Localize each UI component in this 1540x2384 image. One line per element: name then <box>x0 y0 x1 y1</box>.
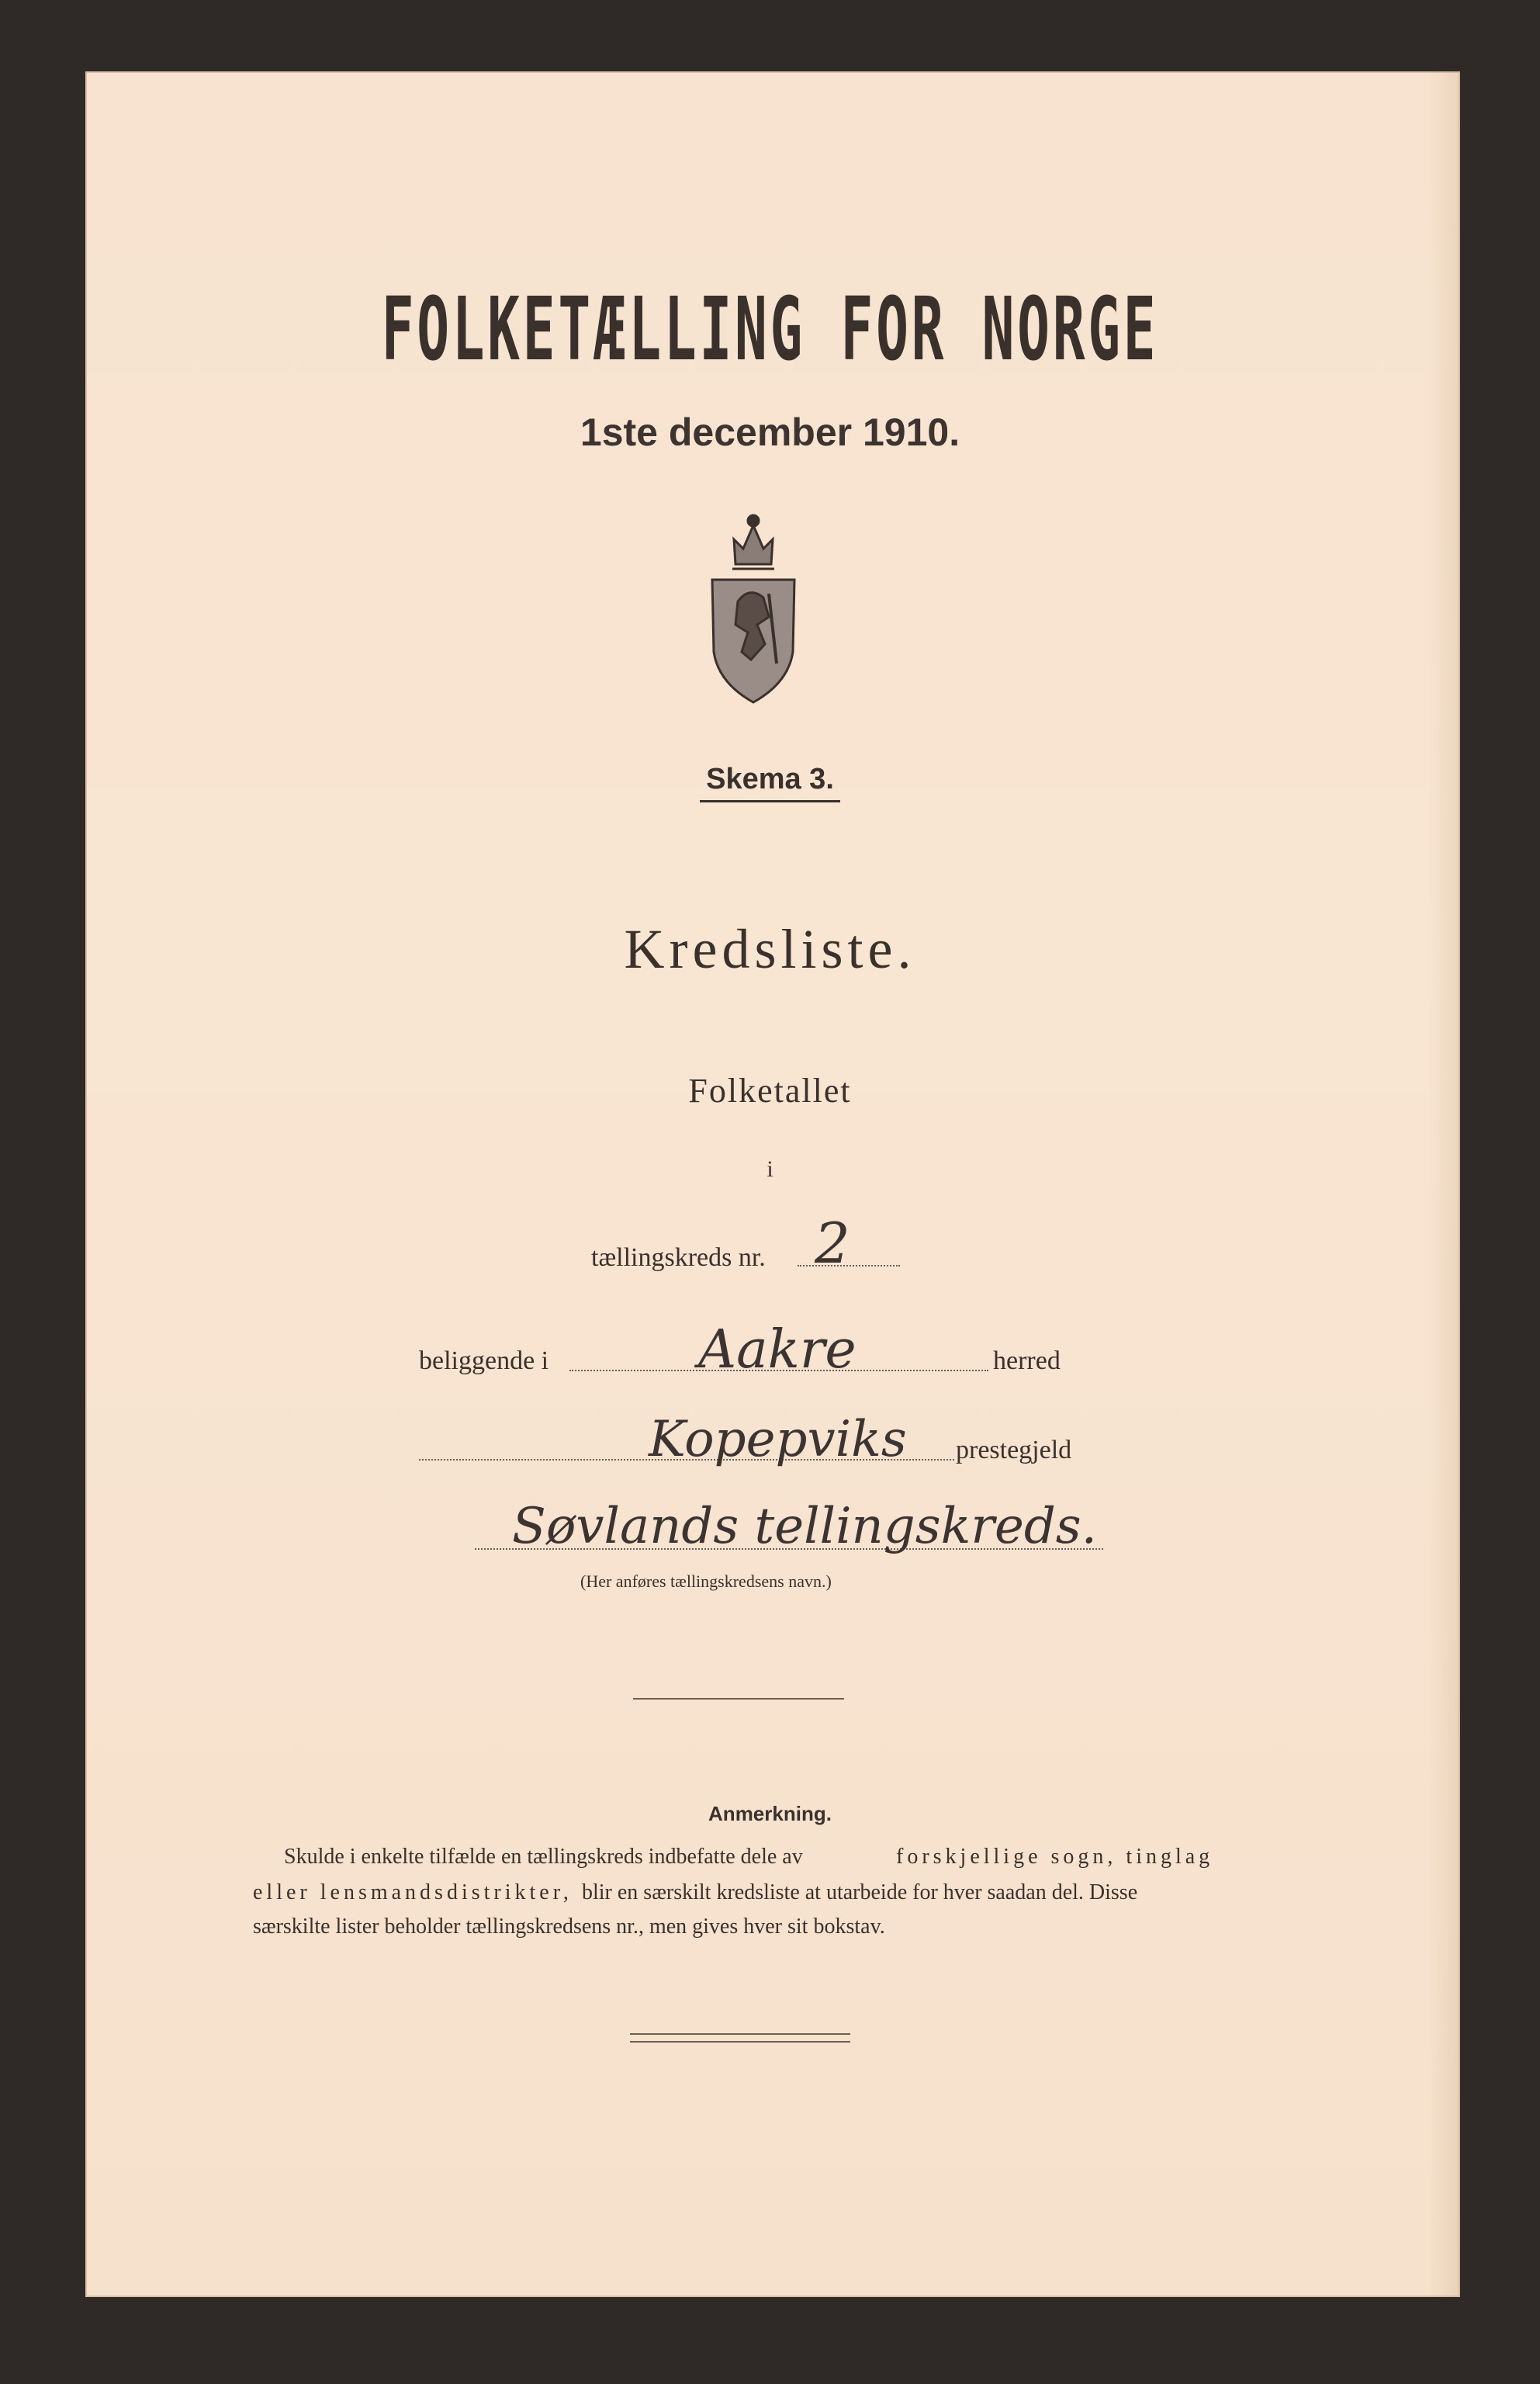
coat-of-arms-icon <box>695 508 812 706</box>
remark-title: Anmerkning. <box>708 1802 832 1825</box>
document-date: 1ste december 1910. <box>580 411 960 454</box>
preposition-label: i <box>767 1156 773 1182</box>
remark-line-1b: forskjellige sogn, tinglag <box>896 1845 1214 1869</box>
located-label: beliggende i <box>419 1346 549 1375</box>
municipality-suffix: herred <box>993 1346 1061 1375</box>
remark-line-2b: blir en særskilt kredsliste at utarbeide for hver saadan del. Disse <box>582 1880 1138 1904</box>
municipality-value: Aakre <box>698 1319 857 1381</box>
bottom-rule-2 <box>630 2041 850 2043</box>
document-page <box>85 71 1460 2297</box>
district-name-value: Søvlands tellingskreds. <box>512 1498 1097 1555</box>
remark-line-3: særskilte lister beholder tællingskredsens nr., men gives hver sit bokstav. <box>253 1914 885 1939</box>
page-edge-shadow <box>1428 71 1460 2297</box>
district-number-value: 2 <box>815 1211 850 1276</box>
form-heading: Kredsliste. <box>624 918 916 980</box>
remark-line-2a: eller lensmandsdistrikter, <box>253 1880 573 1904</box>
bottom-rule-1 <box>630 2033 850 2035</box>
schema-number: Skema 3. <box>0 763 1540 796</box>
remark-line-1a: Skulde i enkelte tilfælde en tællingskreds indbefatte dele av <box>284 1845 803 1869</box>
section-divider <box>633 1698 844 1700</box>
district-number-label: tællingskreds nr. <box>591 1243 766 1272</box>
parish-value: Kopерviks <box>649 1411 907 1468</box>
document-title: FOLKETÆLLING FOR NORGE <box>381 279 1159 380</box>
form-subheading: Folketallet <box>688 1072 852 1110</box>
parish-suffix: prestegjeld <box>956 1436 1072 1464</box>
district-name-note: (Her anføres tællingskredsens navn.) <box>580 1571 832 1591</box>
